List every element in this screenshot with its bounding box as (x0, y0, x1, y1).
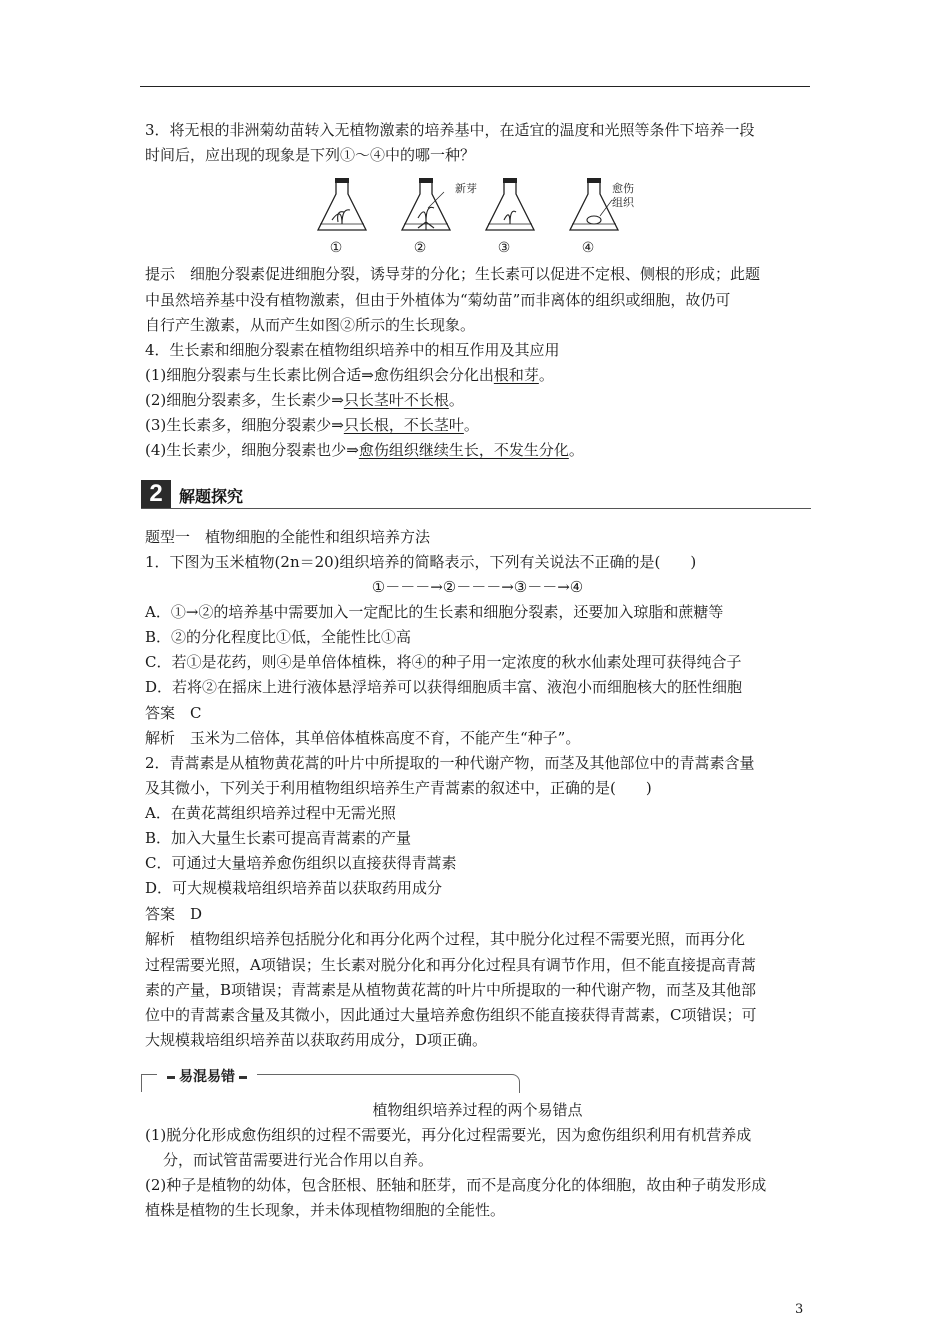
label-callus-1: 愈伤 (612, 182, 634, 195)
flask-label-4: ④ (581, 240, 595, 256)
label-callus-2: 组织 (612, 196, 634, 209)
e1-stem: 1．下图为玉米植物(2n＝20)组织培养的简略表示，下列有关说法不正确的是( ) (145, 553, 697, 571)
confuse-point-1-line2: 分，而试管苗需要进行光合作用以自养。 (163, 1151, 434, 1169)
label-new-bud: 新芽 (455, 182, 477, 195)
e1-analysis: 解析 玉米为二倍体，其单倍体植株高度不育，不能产生“种子”。 (145, 729, 581, 747)
flask-label-1: ① (329, 240, 343, 256)
p4-item-1-underline: 根和芽 (493, 366, 539, 384)
q3-stem-line1: 3．将无根的非洲菊幼苗转入无植物激素的培养基中，在适宜的温度和光照等条件下培养一段 (145, 121, 755, 139)
confuse-title: 植物组织培养过程的两个易错点 (372, 1101, 583, 1119)
q3-hint-line3: 自行产生激素，从而产生如图②所示的生长现象。 (145, 316, 476, 334)
p4-title: 4．生长素和细胞分裂素在植物组织培养中的相互作用及其应用 (145, 341, 560, 359)
flask-figure (300, 176, 660, 256)
confuse-box (141, 1066, 521, 1094)
e2-analysis-line5: 大规模栽培组织培养苗以获取药用成分，D项正确。 (145, 1031, 488, 1049)
flask-2 (402, 178, 450, 230)
e2-answer: 答案 D (145, 905, 203, 923)
confuse-label: 易混易错 (157, 1066, 257, 1086)
e2-analysis-line2: 过程需要光照，A项错误；生长素对脱分化和再分化过程具有调节作用，但不能直接提高青蒿 (145, 956, 756, 974)
section-2-title: 解题探究 (179, 487, 244, 506)
q3-hint-line1: 提示 细胞分裂素促进细胞分裂，诱导芽的分化；生长素可以促进不定根、侧根的形成；此题 (145, 265, 761, 283)
p4-item-2-underline: 只长茎叶不长根 (343, 391, 449, 409)
e1-answer: 答案 C (145, 704, 202, 722)
e2-option-d: D．可大规模栽培组织培养苗以获取药用成分 (145, 879, 443, 897)
e2-option-c: C．可通过大量培养愈伤组织以直接获得青蒿素 (145, 854, 457, 872)
e2-analysis-line4: 位中的青蒿素含量及其微小，因此通过大量培养愈伤组织不能直接获得青蒿素，C项错误；可 (145, 1006, 757, 1024)
e2-analysis-line3: 素的产量，B项错误；青蒿素是从植物黄花蒿的叶片中所提取的一种代谢产物，而茎及其他部 (145, 981, 757, 999)
flask-label-3: ③ (497, 240, 511, 256)
section-2-header (141, 480, 811, 510)
e1-option-a: A．①→②的培养基中需要加入一定配比的生长素和细胞分裂素，还要加入琼脂和蔗糖等 (145, 603, 724, 621)
flask-4 (570, 178, 618, 230)
confuse-point-1-line1: (1)脱分化形成愈伤组织的过程不需要光，再分化过程需要光，因为愈伤组织利用有机营养成 (145, 1126, 752, 1144)
e1-option-d: D．若将②在摇床上进行液体悬浮培养可以获得细胞质丰富、液泡小而细胞核大的胚性细胞 (145, 678, 743, 696)
q3-hint-line2: 中虽然培养基中没有植物激素，但由于外植体为“菊幼苗”而非离体的组织或细胞，故仍可 (145, 291, 731, 309)
p4-item-3: (3)生长素多，细胞分裂素少⇒只长根，不长茎叶。 (145, 416, 479, 434)
flask-1 (318, 178, 366, 230)
e1-option-c: C．若①是花药，则④是单倍体植株，将④的种子用一定浓度的秋水仙素处理可获得纯合子 (145, 653, 742, 671)
section-2-number: 2 (141, 480, 171, 508)
type-1-title: 题型一 植物细胞的全能性和组织培养方法 (145, 528, 431, 546)
page-number: 3 (795, 1302, 804, 1317)
confuse-point-2-line2: 植株是植物的生长现象，并未体现植物细胞的全能性。 (145, 1201, 506, 1219)
confuse-point-2-line1: (2)种子是植物的幼体，包含胚根、胚轴和胚芽，而不是高度分化的体细胞，故由种子萌发形成 (145, 1176, 767, 1194)
e2-option-b: B．加入大量生长素可提高青蒿素的产量 (145, 829, 412, 847)
p4-item-3-underline: 只长根，不长茎叶 (343, 416, 464, 434)
e1-flow: ①－－－→②－－－→③－－→④ (371, 578, 584, 596)
p4-item-4: (4)生长素少，细胞分裂素也少⇒愈伤组织继续生长，不发生分化。 (145, 441, 584, 459)
flask-label-2: ② (413, 240, 427, 256)
header-rule (140, 86, 810, 87)
p4-item-1: (1)细胞分裂素与生长素比例合适⇒愈伤组织会分化出根和芽。 (145, 366, 554, 384)
p4-item-2: (2)细胞分裂素多，生长素少⇒只长茎叶不长根。 (145, 391, 464, 409)
p4-item-4-underline: 愈伤组织继续生长，不发生分化 (358, 441, 569, 459)
e2-stem-line2: 及其微小，下列关于利用植物组织培养生产青蒿素的叙述中，正确的是( ) (145, 779, 652, 797)
section-2-rule (141, 508, 811, 509)
e1-option-b: B．②的分化程度比①低，全能性比①高 (145, 628, 412, 646)
flask-3 (486, 178, 534, 230)
e2-option-a: A．在黄花蒿组织培养过程中无需光照 (145, 804, 396, 822)
q3-stem-line2: 时间后，应出现的现象是下列①～④中的哪一种？ (145, 146, 476, 164)
e2-analysis-line1: 解析 植物组织培养包括脱分化和再分化两个过程，其中脱分化过程不需要光照，而再分化 (145, 930, 746, 948)
e2-stem-line1: 2．青蒿素是从植物黄花蒿的叶片中所提取的一种代谢产物，而茎及其他部位中的青蒿素含量 (145, 754, 755, 772)
